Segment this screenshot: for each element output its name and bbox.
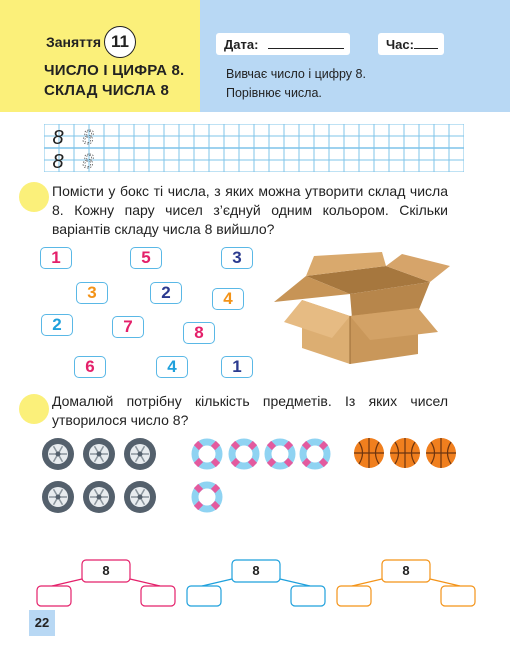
number-box-8[interactable]: 8 <box>183 322 215 344</box>
wheel-icon <box>83 438 115 470</box>
number-box-3[interactable]: 3 <box>76 282 108 304</box>
number-box-1[interactable]: 1 <box>40 247 72 269</box>
number-box-4[interactable]: 4 <box>212 288 244 310</box>
tree-left-answer[interactable] <box>337 586 371 606</box>
task1-bullet <box>19 182 49 212</box>
lesson-number: 11 <box>104 26 136 58</box>
task2-text: Домалюй потрібну кількість предметів. Із яких чисел утворилося число 8? <box>52 393 448 428</box>
date-field[interactable] <box>216 33 350 55</box>
number-box-6[interactable]: 6 <box>74 356 106 378</box>
time-line <box>414 48 438 49</box>
basketball-icon <box>390 438 420 468</box>
dotted-digit-8: 8 <box>82 127 94 149</box>
lesson-title-line2: СКЛАД ЧИСЛА 8 <box>44 82 170 99</box>
task2-bullet <box>19 394 49 424</box>
tree-left-answer[interactable] <box>187 586 221 606</box>
swim-ring-icon <box>268 442 292 466</box>
number-box-2[interactable]: 2 <box>41 314 73 336</box>
wheel-icon <box>42 438 74 470</box>
swim-ring-icon <box>232 442 256 466</box>
page-number: 22 <box>29 610 55 636</box>
wheel-icon <box>124 481 156 513</box>
number-box-1[interactable]: 1 <box>221 356 253 378</box>
swim-ring-icon <box>303 442 327 466</box>
wheel-icon <box>42 481 74 513</box>
swim-ring-icon <box>195 485 219 509</box>
writing-grid[interactable] <box>44 124 464 172</box>
date-line <box>268 48 344 49</box>
time-label: Час: <box>386 37 414 52</box>
dotted-digit-8: 8 <box>82 151 94 172</box>
goal-line2: Порівнює числа. <box>226 86 322 100</box>
tree-top-number: 8 <box>102 563 110 578</box>
number-box-2[interactable]: 2 <box>150 282 182 304</box>
basketball-icon <box>426 438 456 468</box>
tree-right-answer[interactable] <box>141 586 175 606</box>
tree-top-number: 8 <box>402 563 410 578</box>
cardboard-box-icon[interactable] <box>262 252 452 368</box>
number-box-3[interactable]: 3 <box>221 247 253 269</box>
basketball-icon <box>354 438 384 468</box>
date-label: Дата: <box>224 37 259 52</box>
objects-area <box>0 430 510 520</box>
tree-right-answer[interactable] <box>291 586 325 606</box>
swim-ring-icon <box>195 442 219 466</box>
wheel-icon <box>124 438 156 470</box>
number-box-5[interactable]: 5 <box>130 247 162 269</box>
lesson-label: Заняття <box>46 34 102 50</box>
number-box-7[interactable]: 7 <box>112 316 144 338</box>
tree-left-answer[interactable] <box>37 586 71 606</box>
time-field[interactable] <box>378 33 444 55</box>
tree-top-number: 8 <box>252 563 260 578</box>
sample-digit-8: 8 <box>52 127 64 149</box>
wheel-icon <box>83 481 115 513</box>
task1-text: Помісти у бокс ті числа, з яких можна утворити склад числа 8. Кожну пару чисел з’єднуй одним кольором. Скільки варіантів складу числа 8 вийшло? <box>52 183 448 237</box>
goal-line1: Вивчає число і цифру 8. <box>226 67 366 81</box>
tree-right-answer[interactable] <box>441 586 475 606</box>
lesson-title-line1: ЧИСЛО І ЦИФРА 8. <box>44 62 185 79</box>
sample-digit-8: 8 <box>52 151 64 172</box>
number-box-4[interactable]: 4 <box>156 356 188 378</box>
